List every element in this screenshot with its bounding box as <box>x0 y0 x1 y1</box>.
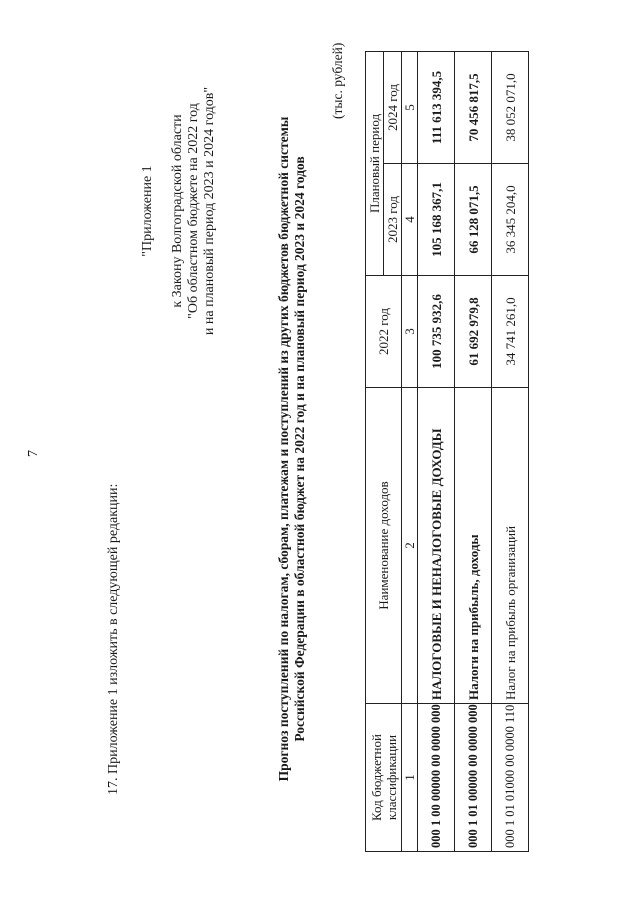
row-value-2022: 61 692 979,8 <box>455 276 492 388</box>
amendment-text: 17. Приложение 1 изложить в следующей редакции: <box>106 483 121 795</box>
revenue-table <box>365 51 529 852</box>
table-row <box>418 51 455 851</box>
row-value-2023: 36 345 204,0 <box>492 164 529 276</box>
column-number: 5 <box>402 51 418 163</box>
appendix-line-2: "Об областном бюджете на 2022 год <box>186 103 201 319</box>
header-code: Код бюджетной классификации <box>366 704 402 852</box>
table-row <box>492 51 529 851</box>
document-heading <box>276 49 308 849</box>
appendix-header <box>140 41 218 381</box>
column-number: 3 <box>402 276 418 388</box>
table-row <box>455 51 492 851</box>
page-number: 7 <box>26 450 41 457</box>
row-value-2023: 105 168 367,1 <box>418 164 455 276</box>
row-value-2024: 111 613 394,5 <box>418 51 455 163</box>
header-2022: 2022 год <box>366 276 402 388</box>
row-value-2023: 66 128 071,5 <box>455 164 492 276</box>
header-plan-period: Плановый период <box>366 51 384 275</box>
header-2023: 2023 год <box>384 164 402 276</box>
row-value-2024: 38 052 071,0 <box>492 51 529 163</box>
row-code: 000 1 01 00000 00 0000 000 <box>455 704 492 852</box>
row-name: Налоги на прибыль, доходы <box>455 388 492 704</box>
column-number: 4 <box>402 164 418 276</box>
header-name: Наименование доходов <box>366 388 402 704</box>
heading-line-2: Российской Федерации в областной бюджет на 2022 год и на плановый период 2023 и 2024 годов <box>292 156 307 742</box>
appendix-line-3: и на плановый период 2023 и 2024 годов" <box>202 86 217 336</box>
appendix-title: "Приложение 1 <box>140 165 155 257</box>
row-value-2022: 34 741 261,0 <box>492 276 529 388</box>
row-name: Налог на прибыль организаций <box>492 388 529 704</box>
header-2024: 2024 год <box>384 51 402 163</box>
row-name: НАЛОГОВЫЕ И НЕНАЛОГОВЫЕ ДОХОДЫ <box>418 388 455 704</box>
row-code: 000 1 01 01000 00 0000 110 <box>492 704 529 852</box>
row-code: 000 1 00 00000 00 0000 000 <box>418 704 455 852</box>
heading-line-1: Прогноз поступлений по налогам, сборам, платежам и поступлений из других бюджетов бюджетной системы <box>276 116 291 782</box>
column-number: 2 <box>402 388 418 704</box>
appendix-line-1: к Закону Волгоградской области <box>170 114 185 308</box>
row-value-2022: 100 735 932,6 <box>418 276 455 388</box>
row-value-2024: 70 456 817,5 <box>455 51 492 163</box>
units-label: (тыс. рублей) <box>330 42 345 119</box>
column-number: 1 <box>402 704 418 852</box>
